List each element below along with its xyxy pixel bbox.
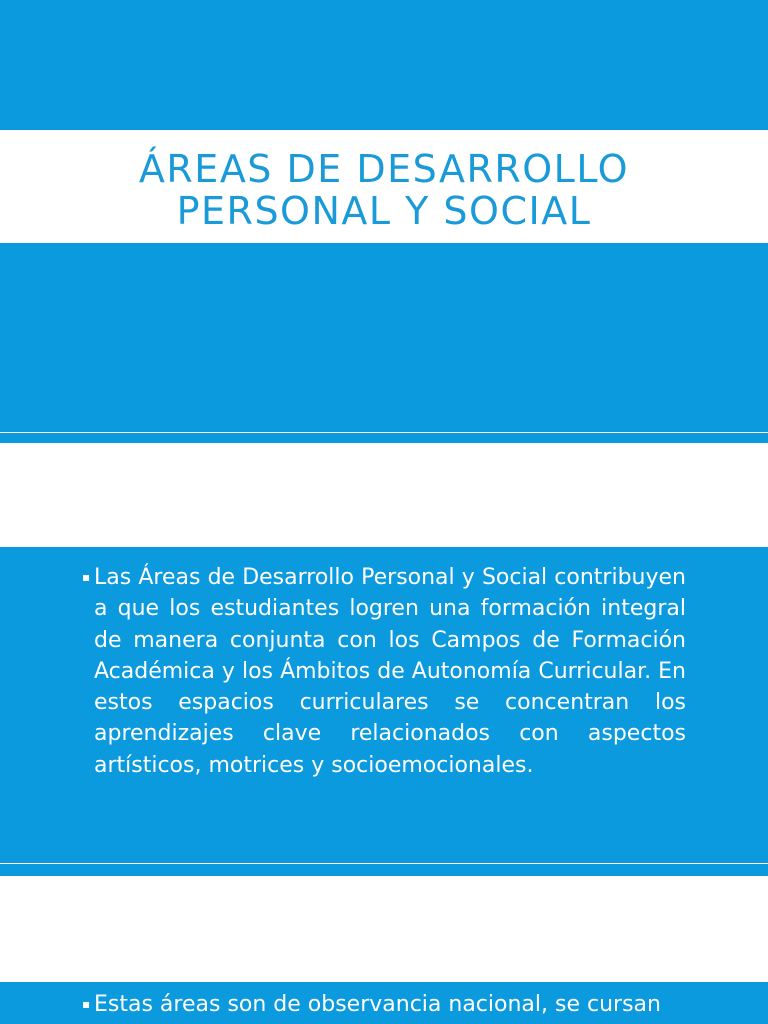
slide3-bullet-item [82,989,686,1024]
slide2-bullet-item [82,562,686,781]
slide1-top-band [0,0,768,130]
slide1-bottom-band [0,243,768,432]
bullet-icon: ▪ [82,570,91,584]
slide1-title [0,148,768,232]
slide3-paragraph: Estas áreas son de observancia nacional, se cursan [94,992,661,1017]
slide1-title-box [0,130,768,243]
slide1-bottom-strip [0,433,768,443]
slide1-title-line2: PERSONAL Y SOCIAL [176,189,592,233]
bullet-icon: ▪ [82,997,91,1011]
slide2-bottom-strip [0,864,768,876]
slide2-paragraph: Las Áreas de Desarrollo Personal y Social contribuyen a que los estudiantes logren una formación integral de manera conjunta con los Campos de Formación Académica y los Ámbitos de Autonomía Curricular. En estos espacios curriculares se concentran los aprendizajes clave relacionados con aspectos artísticos, motrices y socioemocionales. [94,565,686,778]
slide1-title-line1: ÁREAS DE DESARROLLO [138,147,630,191]
